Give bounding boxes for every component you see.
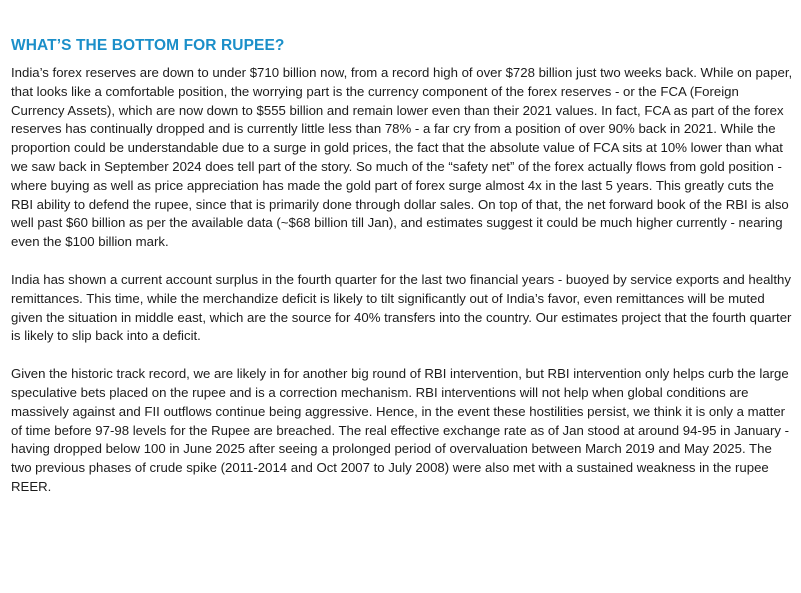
article-paragraph-1: India’s forex reserves are down to under $710 billion now, from a record high of over $728 billion just two weeks back. While on paper, that looks like a comfortable position, the worrying part is the currency component of the forex reserves - or the FCA (Foreign Currency Assets), which are now down to $555 billion and remain lower even than their 2021 values. In fact, FCA as part of the forex reserves has continually dropped and is currently little less than 78% - a far cry from a position of over 90% back in 2021. While the proportion could be understandable due to a surge in gold prices, the fact that the absolute value of FCA sits at 10% lower than what we saw back in September 2024 does tell part of the story. So much of the “safety net” of the forex actually flows from gold position - where buying as well as price appreciation has made the gold part of forex surge almost 4x in the last 5 years. This greatly cuts the RBI ability to defend the rupee, since that is primarily done through dollar sales. On top of that, the net forward book of the RBI is also well past $60 billion as per the available data (~$68 billion till Jan), and estimates suggest it could be much higher currently - nearing even the $100 billion mark. — [11, 65, 793, 250]
article-headline: WHAT’S THE BOTTOM FOR RUPEE? — [11, 37, 285, 54]
article-paragraph-3: Given the historic track record, we are likely in for another big round of RBI intervention, but RBI intervention only helps curb the large speculative bets placed on the rupee and is a correction mechanism. RBI interventions will not help when global conditions are massively against and FII outflows continue being aggressive. Hence, in the event these hostilities persist, we think it is only a matter of time before 97-98 levels for the Rupee are breached. The real effective exchange rate as of Jan stood at around 94-95 in January - having dropped below 100 in June 2025 after seeing a prolonged period of overvaluation between March 2019 and May 2025. The two previous phases of crude spike (2011-2014 and Oct 2007 to July 2008) were also met with a sustained weakness in the rupee REER. — [11, 366, 790, 494]
article — [11, 36, 793, 516]
article-paragraph-2: India has shown a current account surplus in the fourth quarter for the last two financial years - buoyed by service exports and healthy remittances. This time, while the merchandize deficit is likely to tilt significantly out of India’s favor, even remittances will be muted given the situation in middle east, which are the source for 40% transfers into the country. Our estimates project that the fourth quarter is likely to slip back into a deficit. — [11, 271, 792, 344]
